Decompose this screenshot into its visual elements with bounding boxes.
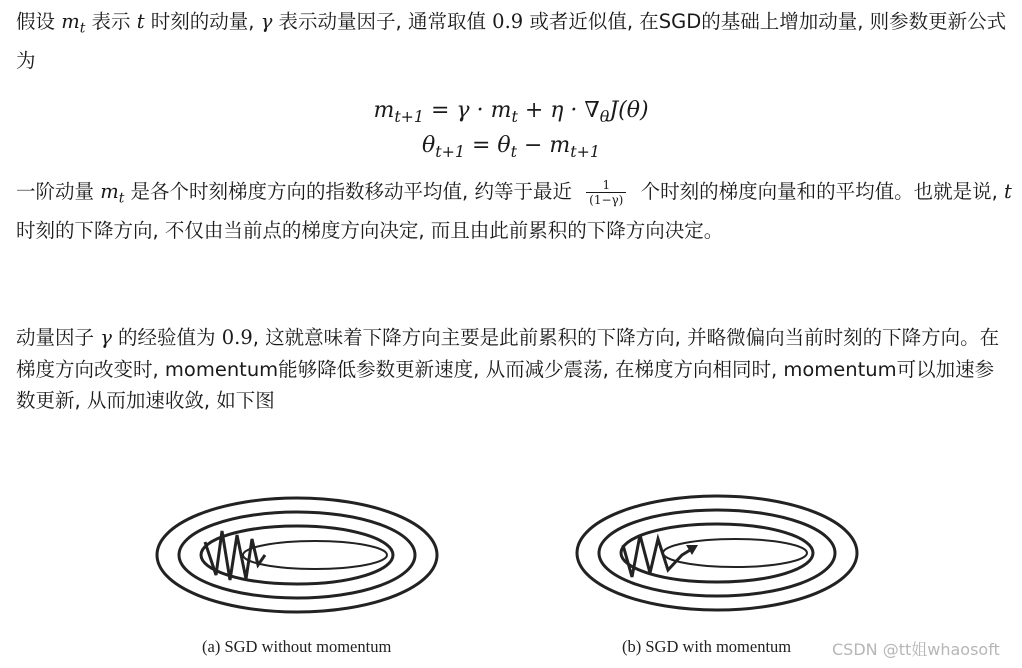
momentum-factor-paragraph: 动量因子 γ 的经验值为 0.9, 这就意味着下降方向主要是此前累积的下降方向, 并略微偏向当前时刻的下降方向。在梯度方向改变时, momentum能够降低参数更新速度, 从而减少震荡, 在梯度方向相同时, momentum可以加速参数更新, 从而加速收敛, 如下图 <box>16 326 1000 412</box>
contour-plot-sgd <box>157 498 437 612</box>
time-variable: t <box>1003 180 1012 203</box>
gamma-value: 0.9 <box>221 326 253 349</box>
caption-sgd-without-momentum: (a) SGD without momentum <box>202 637 392 656</box>
time-variable: t <box>136 10 145 33</box>
contour-outer <box>157 498 437 612</box>
gamma-symbol: γ <box>260 10 273 33</box>
equation-parameter-update: $\theta_{t+1} = \theta_t - m_{t+1}$ <box>422 133 600 162</box>
contour-plot-momentum <box>577 496 857 610</box>
momentum-symbol: $m_t$ <box>61 10 86 37</box>
sgd-momentum-figure <box>150 455 870 635</box>
equation-momentum-update: $m_{t+1} = \gamma \cdot m_t + \eta \cdot \nabla_\theta J(\theta)$ <box>373 98 649 127</box>
momentum-damped-path <box>623 535 695 577</box>
intro-text-4: 表示动量因子, 通常取值 <box>272 10 493 33</box>
intro-paragraph <box>16 6 1012 76</box>
gamma-symbol: γ <box>100 326 112 349</box>
intro-text-5: 或者近似值, 在SGD的基础上增加动量, 则参数更新公式为 <box>16 10 1007 72</box>
csdn-watermark: CSDN @tt姐whaosoft <box>832 640 1000 659</box>
intro-text-1: 假设 <box>16 10 62 33</box>
sgd-oscillating-path <box>205 531 265 580</box>
caption-sgd-with-momentum: (b) SGD with momentum <box>622 637 792 656</box>
first-order-momentum-paragraph: 一阶动量 $m_t$ 是各个时刻梯度方向的指数移动平均值, 约等于最近 $\frac{1}{(1-\gamma)}$ 个时刻的梯度向量和的平均值。也就是说, t 时刻的下降方向, 不仅由当前点的梯度方向决定, 而且由此前累积的下降方向决定。 <box>16 178 1012 242</box>
contour-outer <box>577 496 857 610</box>
fraction-one-over-one-minus-gamma: $\frac{1}{(1-\gamma)}$ <box>586 178 626 207</box>
intro-text-2: 表示 <box>85 10 137 33</box>
intro-text-3: 时刻的动量, <box>144 10 261 33</box>
gamma-value: 0.9 <box>492 10 524 33</box>
momentum-symbol: $m_t$ <box>100 180 125 207</box>
